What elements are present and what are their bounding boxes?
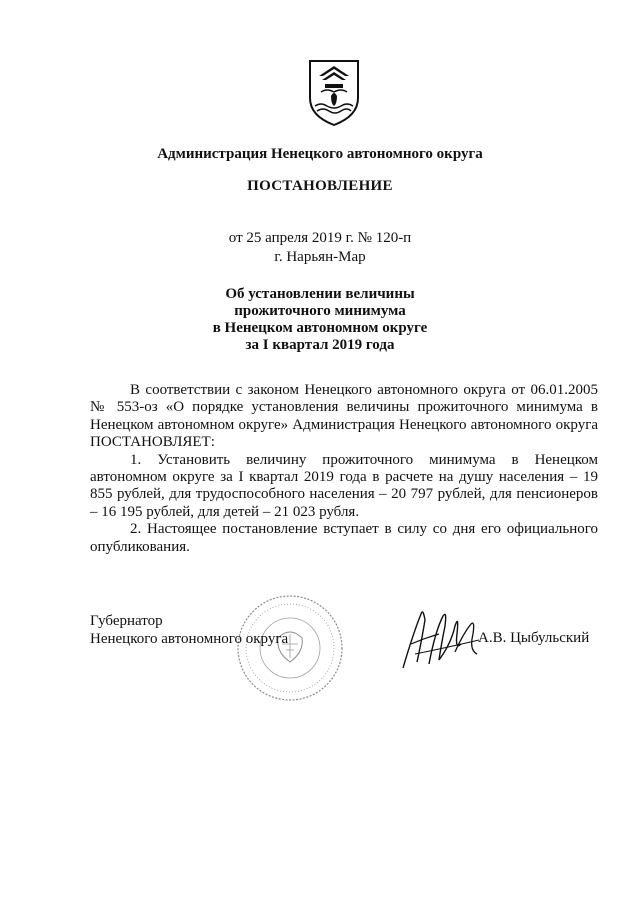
title-line: за I квартал 2019 года <box>245 337 395 353</box>
signatory-name: А.В. Цыбульский <box>478 630 590 646</box>
title-line: в Ненецком автономном округе <box>212 320 428 336</box>
title-line: прожиточного минимума <box>234 303 406 319</box>
document-title <box>0 286 640 354</box>
position-line: Губернатор <box>90 613 163 629</box>
handwritten-signature <box>395 604 485 674</box>
signatory-position <box>90 612 288 648</box>
body-paragraph: 2. Настоящее постановление вступает в силу со дня его официального опубликования. <box>90 521 598 555</box>
document-body <box>90 382 598 556</box>
position-line: Ненецкого автономного округа <box>90 631 289 647</box>
body-paragraph: В соответствии с законом Ненецкого автономного округа от 06.01.2005 № 553-оз «О порядке установления величины прожиточного минимума в Ненецком автономном округе» Администрация Ненецкого автономного округа ПОСТАНОВЛЯЕТ: <box>90 382 598 451</box>
city: г. Нарьян-Мар <box>274 249 366 265</box>
title-line: Об установлении величины <box>225 286 415 302</box>
coat-of-arms-icon <box>307 58 361 128</box>
document-type: ПОСТАНОВЛЕНИЕ <box>247 178 393 194</box>
date-number: от 25 апреля 2019 г. № 120-п <box>228 230 412 246</box>
organization-name: Администрация Ненецкого автономного округа <box>157 146 483 162</box>
body-paragraph: 1. Установить величину прожиточного минимума в Ненецком автономном округе за I квартал 2019 года в расчете на душу населения – 19 855 рублей, для трудоспособного населения – 20 797 рублей, для пенсионеров – 16 195 рублей, для детей – 21 023 рубля. <box>90 451 598 520</box>
